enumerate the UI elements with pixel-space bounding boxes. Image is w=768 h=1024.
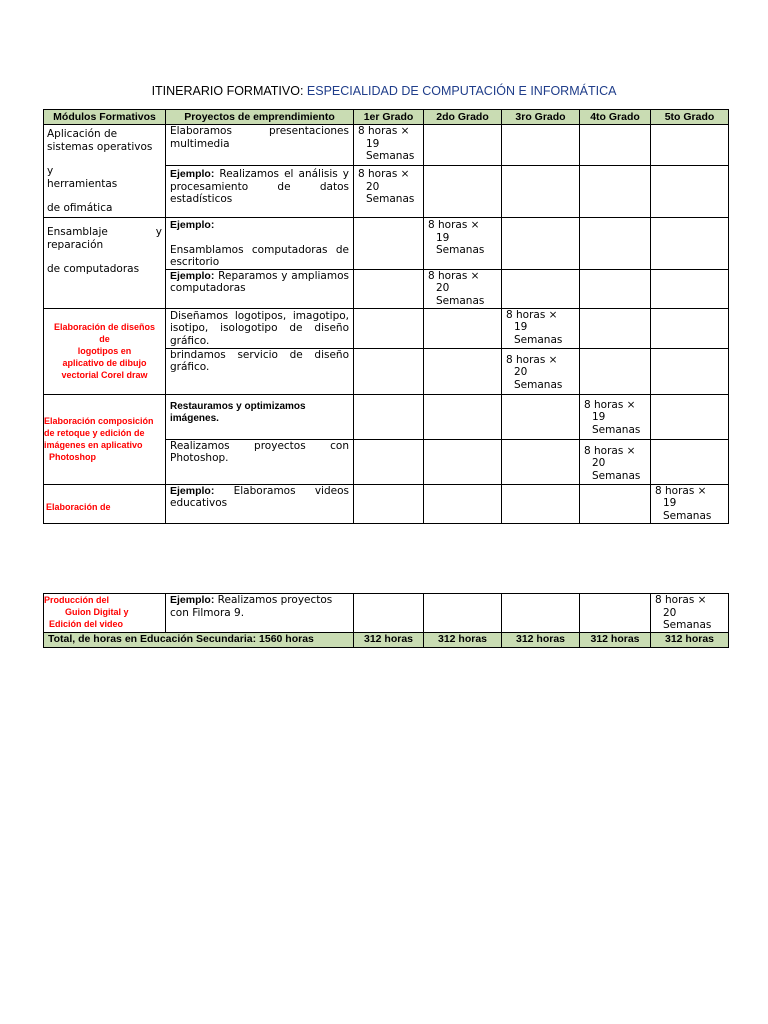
title-prefix: ITINERARIO FORMATIVO: bbox=[151, 84, 307, 98]
hours-cell bbox=[354, 125, 424, 166]
header-grado-1: 1er Grado bbox=[354, 110, 424, 125]
empty-cell bbox=[424, 394, 502, 439]
empty-cell bbox=[651, 348, 729, 394]
hours-line: 19 bbox=[366, 137, 380, 150]
hours-line: 20 bbox=[663, 606, 677, 619]
empty-cell bbox=[651, 166, 729, 218]
empty-cell bbox=[502, 484, 580, 523]
empty-cell bbox=[354, 484, 424, 523]
empty-cell bbox=[424, 166, 502, 218]
project-label: Ejemplo: bbox=[170, 594, 215, 606]
header-grado-5: 5to Grado bbox=[651, 110, 729, 125]
empty-cell bbox=[502, 166, 580, 218]
totals-label: Total, de horas en Educación Secundaria: 1560 horas bbox=[44, 632, 354, 647]
module-line: Producción del bbox=[44, 595, 110, 605]
project-text: Diseñamos logotipos, imagotipo, isotipo, isologotipo de diseño gráfico. bbox=[170, 309, 349, 347]
module-line: Elaboración de diseños bbox=[53, 322, 156, 332]
hours-line: 20 bbox=[514, 366, 528, 378]
empty-cell bbox=[354, 594, 424, 633]
project-text: Realizamos proyectos con Photoshop. bbox=[170, 439, 349, 464]
hours-cell bbox=[580, 439, 651, 484]
empty-cell bbox=[580, 218, 651, 270]
hours-cell bbox=[651, 484, 729, 523]
empty-cell bbox=[502, 394, 580, 439]
header-row bbox=[44, 110, 729, 125]
module-line: de bbox=[99, 334, 110, 344]
empty-cell bbox=[502, 218, 580, 270]
hours-line: Semanas bbox=[663, 509, 712, 522]
module-line: de computadoras bbox=[47, 263, 140, 275]
header-grado-2: 2do Grado bbox=[424, 110, 502, 125]
empty-cell bbox=[580, 125, 651, 166]
project-cell bbox=[166, 394, 354, 439]
hours-line: Semanas bbox=[663, 619, 712, 631]
empty-cell bbox=[354, 394, 424, 439]
table-row bbox=[44, 594, 729, 633]
module-line: Guion Digital y bbox=[65, 607, 129, 617]
hours-line: 8 horas × bbox=[358, 168, 410, 180]
hours-line: 8 horas × bbox=[506, 353, 558, 366]
empty-cell bbox=[580, 348, 651, 394]
empty-cell bbox=[354, 439, 424, 484]
hours-cell bbox=[502, 348, 580, 394]
hours-line: 8 horas × bbox=[584, 444, 636, 457]
total-grado-4: 312 horas bbox=[580, 632, 651, 647]
hours-line: 19 bbox=[514, 321, 528, 333]
module-ensamblaje bbox=[44, 218, 166, 309]
empty-cell bbox=[354, 308, 424, 348]
project-label: Ejemplo: bbox=[170, 219, 215, 231]
hours-line: 20 bbox=[436, 282, 450, 294]
header-grado-4: 4to Grado bbox=[580, 110, 651, 125]
empty-cell bbox=[580, 166, 651, 218]
hours-line: Semanas bbox=[366, 150, 415, 162]
project-cell bbox=[166, 594, 354, 633]
total-grado-1: 312 horas bbox=[354, 632, 424, 647]
header-grado-3: 3ro Grado bbox=[502, 110, 580, 125]
module-line: logotipos en bbox=[77, 346, 132, 356]
empty-cell bbox=[424, 439, 502, 484]
project-text: Elaboramos presentaciones multimedia bbox=[170, 125, 349, 150]
module-ofimatica bbox=[44, 125, 166, 218]
hours-cell bbox=[424, 218, 502, 270]
empty-cell bbox=[651, 125, 729, 166]
module-line: de ofimática bbox=[47, 202, 113, 214]
hours-line: 8 horas × bbox=[428, 219, 480, 231]
hours-cell bbox=[424, 269, 502, 308]
module-line: imágenes en aplicativo bbox=[44, 440, 143, 450]
project-text: Realizamos proyectos con Filmora 9. bbox=[170, 594, 333, 619]
empty-cell bbox=[651, 308, 729, 348]
total-grado-2: 312 horas bbox=[424, 632, 502, 647]
empty-cell bbox=[580, 594, 651, 633]
project-text: Ensamblamos computadoras de escritorio bbox=[170, 243, 349, 268]
itinerary-table-bottom bbox=[43, 593, 729, 648]
project-cell bbox=[166, 269, 354, 308]
empty-cell bbox=[424, 125, 502, 166]
empty-cell bbox=[651, 394, 729, 439]
hours-line: Semanas bbox=[514, 378, 563, 391]
empty-cell bbox=[424, 308, 502, 348]
hours-line: 8 horas × bbox=[584, 398, 636, 411]
project-text: Reparamos y ampliamos computadoras bbox=[170, 269, 349, 294]
project-text: Restauramos y optimizamos imágenes. bbox=[170, 400, 306, 424]
hours-line: 20 bbox=[366, 180, 380, 193]
module-line: Elaboración de bbox=[46, 501, 111, 512]
empty-cell bbox=[424, 348, 502, 394]
empty-cell bbox=[354, 269, 424, 308]
hours-line: Semanas bbox=[592, 469, 641, 482]
empty-cell bbox=[580, 269, 651, 308]
hours-line: Semanas bbox=[592, 423, 641, 436]
hours-line: 8 horas × bbox=[655, 484, 707, 497]
project-cell bbox=[166, 166, 354, 218]
module-line: y bbox=[47, 165, 54, 177]
module-word: y bbox=[155, 226, 162, 238]
table-row bbox=[44, 218, 729, 270]
empty-cell bbox=[424, 594, 502, 633]
empty-cell bbox=[354, 218, 424, 270]
module-corel-draw bbox=[44, 308, 166, 394]
module-line: Photoshop bbox=[49, 452, 96, 462]
module-line: herramientas bbox=[47, 177, 118, 190]
hours-line: 20 bbox=[592, 457, 606, 469]
empty-cell bbox=[651, 439, 729, 484]
hours-line: 8 horas × bbox=[506, 308, 558, 321]
module-line: vectorial Corel draw bbox=[61, 370, 148, 380]
empty-cell bbox=[354, 348, 424, 394]
project-cell bbox=[166, 218, 354, 270]
empty-cell bbox=[651, 269, 729, 308]
module-line: reparación bbox=[47, 238, 104, 251]
module-video bbox=[44, 484, 166, 523]
hours-line: 19 bbox=[663, 497, 677, 509]
empty-cell bbox=[580, 308, 651, 348]
hours-line: 8 horas × bbox=[655, 594, 707, 606]
project-label: Ejemplo: bbox=[170, 168, 215, 180]
table-row bbox=[44, 125, 729, 166]
totals-row bbox=[44, 632, 729, 647]
hours-cell bbox=[580, 394, 651, 439]
module-line bbox=[47, 226, 162, 239]
project-cell bbox=[166, 348, 354, 394]
header-proyectos: Proyectos de emprendimiento bbox=[166, 110, 354, 125]
empty-cell bbox=[502, 439, 580, 484]
total-grado-5: 312 horas bbox=[651, 632, 729, 647]
module-word: Ensamblaje bbox=[47, 226, 108, 238]
hours-cell bbox=[651, 594, 729, 633]
table-row bbox=[44, 484, 729, 523]
empty-cell bbox=[424, 484, 502, 523]
hours-line: 8 horas × bbox=[428, 269, 480, 282]
project-label: Ejemplo: bbox=[170, 484, 215, 497]
module-photoshop bbox=[44, 394, 166, 484]
module-line: Aplicación de bbox=[47, 128, 118, 140]
project-text: Elaboramos videos educativos bbox=[170, 484, 349, 509]
hours-cell bbox=[354, 166, 424, 218]
empty-cell bbox=[651, 218, 729, 270]
hours-line: Semanas bbox=[436, 244, 485, 256]
empty-cell bbox=[502, 125, 580, 166]
module-line: Edición del video bbox=[49, 619, 124, 629]
hours-cell bbox=[502, 308, 580, 348]
hours-line: Semanas bbox=[366, 193, 415, 205]
module-guion-digital bbox=[44, 594, 166, 633]
hours-line: Semanas bbox=[436, 294, 485, 307]
total-grado-3: 312 horas bbox=[502, 632, 580, 647]
project-cell bbox=[166, 439, 354, 484]
module-line: sistemas operativos bbox=[47, 140, 153, 153]
project-cell bbox=[166, 308, 354, 348]
hours-line: 19 bbox=[592, 411, 606, 423]
header-modulos: Módulos Formativos bbox=[44, 110, 166, 125]
empty-cell bbox=[502, 269, 580, 308]
empty-cell bbox=[580, 484, 651, 523]
empty-cell bbox=[502, 594, 580, 633]
project-cell bbox=[166, 125, 354, 166]
itinerary-table-top bbox=[43, 109, 729, 524]
table-row bbox=[44, 308, 729, 348]
module-line: Elaboración composición bbox=[44, 416, 154, 426]
module-line: aplicativo de dibujo bbox=[62, 358, 147, 368]
hours-line: 8 horas × bbox=[358, 125, 410, 137]
project-cell bbox=[166, 484, 354, 523]
module-line: de retoque y edición de bbox=[44, 428, 145, 438]
page-title bbox=[0, 84, 768, 98]
hours-line: Semanas bbox=[514, 333, 563, 346]
project-label: Ejemplo: bbox=[170, 269, 215, 282]
table-row bbox=[44, 394, 729, 439]
hours-line: 19 bbox=[436, 231, 450, 244]
project-text: Realizamos el análisis y procesamiento de datos estadísticos bbox=[170, 168, 349, 205]
title-accent: ESPECIALIDAD DE COMPUTACIÓN E INFORMÁTICA bbox=[306, 84, 617, 98]
project-text: brindamos servicio de diseño gráfico. bbox=[170, 348, 349, 373]
